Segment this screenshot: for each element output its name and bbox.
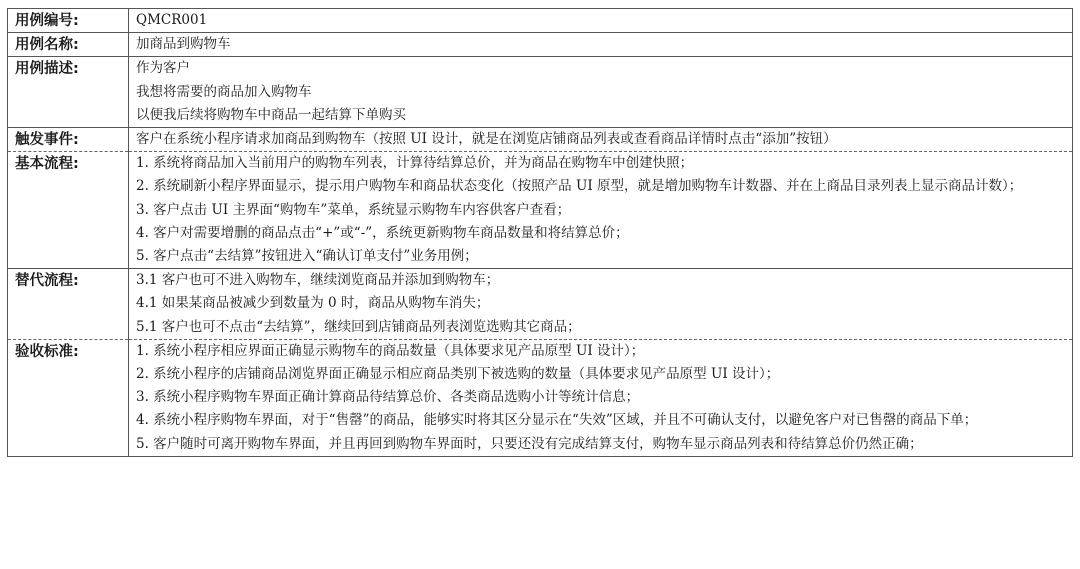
row-case-description: [8, 57, 1073, 128]
case-id-text: QMCR001: [136, 12, 208, 28]
value-case-description: [129, 57, 1073, 128]
label-trigger-event: 触发事件:: [8, 128, 129, 152]
row-acceptance-criteria: [8, 339, 1073, 456]
value-case-id: [129, 9, 1073, 33]
basic-flow-step: 2. 系统刷新小程序界面显示，提示用户购物车和商品状态变化（按照产品 UI 原型，就是增加购物车计数器、并在上商品目录列表上显示商品计数）；: [136, 178, 1023, 195]
basic-flow-step: 4. 客户对需要增删的商品点击“+”或“-”，系统更新购物车商品数量和将结算总价；: [136, 224, 629, 241]
row-case-name: [8, 33, 1073, 57]
label-basic-flow: 基本流程:: [8, 152, 129, 269]
description-line: 以便我后续将购物车中商品一起结算下单购买: [136, 106, 406, 123]
value-trigger-event: [129, 128, 1073, 152]
trigger-event-text: 客户在系统小程序请求加商品到购物车（按照 UI 设计，就是在浏览店铺商品列表或查看商品详情时点击“添加”按钮）: [136, 131, 837, 148]
row-case-id: [8, 9, 1073, 33]
value-basic-flow: [129, 152, 1073, 269]
label-alternate-flow: 替代流程:: [8, 269, 129, 340]
label-acceptance-criteria: 验收标准:: [8, 339, 129, 456]
basic-flow-step: 5. 客户点击“去结算”按钮进入“确认订单支付”业务用例；: [136, 248, 478, 265]
alternate-flow-step: 5.1 客户也可不点击“去结算”，继续回到店铺商品列表浏览选购其它商品；: [136, 318, 581, 335]
basic-flow-step: 3. 客户点击 UI 主界面“购物车”菜单，系统显示购物车内容供客户查看；: [136, 201, 571, 218]
label-case-name: 用例名称:: [8, 33, 129, 57]
label-case-id: 用例编号:: [8, 9, 129, 33]
row-trigger-event: [8, 128, 1073, 152]
case-name-text: 加商品到购物车: [136, 36, 231, 53]
value-alternate-flow: [129, 269, 1073, 340]
alternate-flow-step: 3.1 客户也可不进入购物车，继续浏览商品并添加到购物车；: [136, 272, 500, 289]
row-basic-flow: [8, 152, 1073, 269]
acceptance-criterion: 1. 系统小程序相应界面正确显示购物车的商品数量（具体要求见产品原型 UI 设计）；: [136, 342, 645, 359]
use-case-document: [7, 8, 1073, 561]
acceptance-criterion: 5. 客户随时可离开购物车界面，并且再回到购物车界面时，只要还没有完成结算支付，购物车显示商品列表和待结算总价仍然正确；: [136, 435, 923, 452]
value-acceptance-criteria: [129, 339, 1073, 456]
use-case-table: [7, 8, 1073, 457]
basic-flow-step: 1. 系统将商品加入当前用户的购物车列表，计算待结算总价，并为商品在购物车中创建快照；: [136, 155, 694, 172]
value-case-name: [129, 33, 1073, 57]
label-case-description: 用例描述:: [8, 57, 129, 128]
description-line: 我想将需要的商品加入购物车: [136, 83, 312, 100]
acceptance-criterion: 2. 系统小程序的店铺商品浏览界面正确显示相应商品类别下被选购的数量（具体要求见产品原型 UI 设计）；: [136, 366, 780, 383]
row-alternate-flow: [8, 269, 1073, 340]
alternate-flow-step: 4.1 如果某商品被减少到数量为 0 时，商品从购物车消失；: [136, 295, 490, 312]
acceptance-criterion: 4. 系统小程序购物车界面，对于“售罄”的商品，能够实时将其区分显示在“失效”区域，并且不可确认支付，以避免客户对已售罄的商品下单；: [136, 412, 978, 429]
description-line: 作为客户: [136, 60, 190, 77]
acceptance-criterion: 3. 系统小程序购物车界面正确计算商品待结算总价、各类商品选购小计等统计信息；: [136, 389, 640, 406]
